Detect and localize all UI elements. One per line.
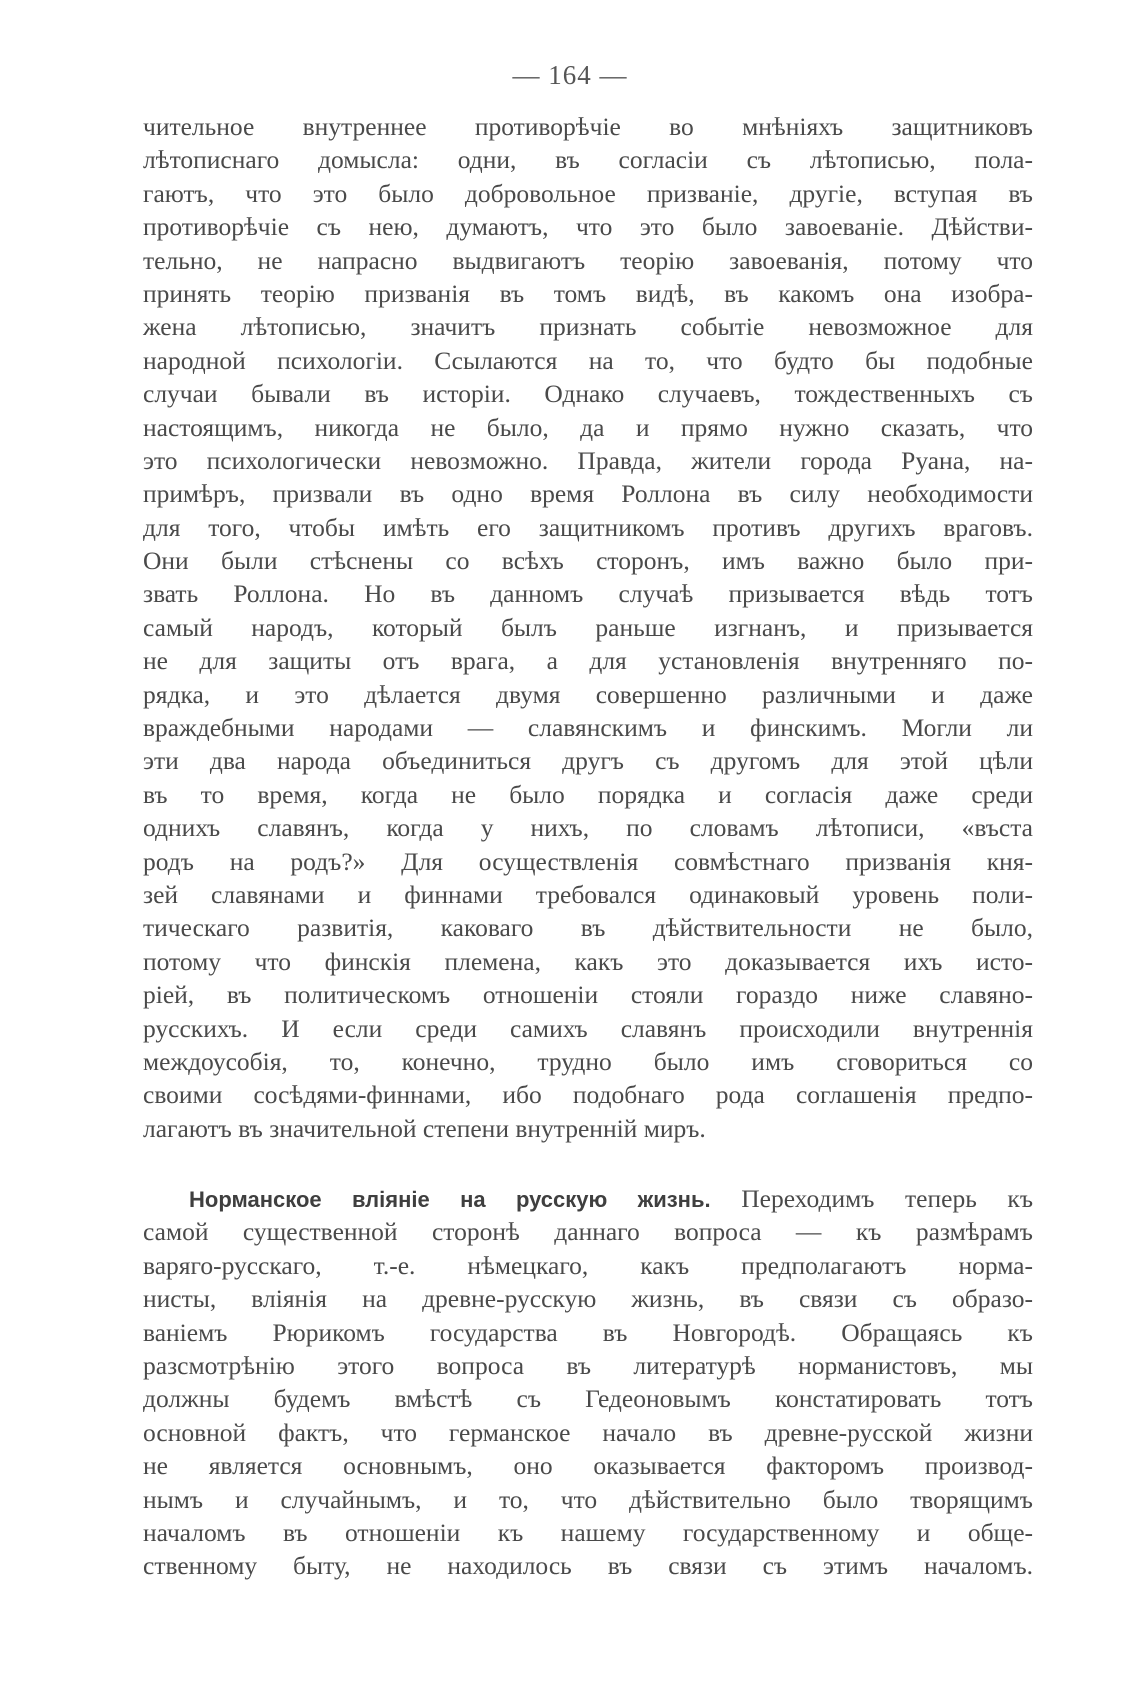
text-line: это психологически невозможно. Правда, жители города Руана, на-	[143, 445, 1033, 475]
section-heading: Норманское вліяніе на русскую жизнь.	[189, 1187, 711, 1212]
text-line: лѣтописнаго домысла: одни, въ согласіи съ лѣтописью, пола-	[143, 145, 1033, 175]
text-line: народной психологіи. Ссылаются на то, что будто бы подобные	[143, 345, 1033, 375]
text-line: своими сосѣдями-финнами, ибо подобнаго рода соглашенія предпо-	[143, 1080, 1033, 1110]
page-number: — 164 —	[512, 60, 628, 90]
text-line: должны будемъ вмѣстѣ съ Гедеоновымъ констатировать тотъ	[143, 1384, 1033, 1414]
text-line: однихъ славянъ, когда у нихъ, по словамъ лѣтописи, «въста	[143, 813, 1033, 843]
text-line: не для защиты отъ врага, а для установленія внутренняго по-	[143, 646, 1033, 676]
text-line: родъ на родъ?» Для осуществленія совмѣстнаго призванія кня-	[143, 846, 1033, 876]
text-line: въ то время, когда не было порядка и согласія даже среди	[143, 779, 1033, 809]
text-line: ваніемъ Рюрикомъ государства въ Новгородѣ. Обращаясь къ	[143, 1317, 1033, 1347]
paragraph-2	[143, 1182, 1033, 1583]
text-line: примѣръ, призвали въ одно время Роллона въ силу необходимости	[143, 479, 1033, 509]
text-line: рядка, и это дѣлается двумя совершенно различными и даже	[143, 679, 1033, 709]
text-line: ріей, въ политическомъ отношеніи стояли гораздо ниже славяно-	[143, 980, 1033, 1010]
text-line: ственному быту, не находилось въ связи съ этимъ началомъ.	[143, 1551, 1033, 1581]
text-line: нисты, вліянія на древне-русскую жизнь, въ связи съ образо-	[143, 1284, 1033, 1314]
text-line: самый народъ, который былъ раньше изгнанъ, и призывается	[143, 612, 1033, 642]
text-line: звать Роллона. Но въ данномъ случаѣ призывается вѣдь тотъ	[143, 579, 1033, 609]
text-line: потому что финскія племена, какъ это доказывается ихъ исто-	[143, 946, 1033, 976]
text-line: зей славянами и финнами требовался одинаковый уровень поли-	[143, 879, 1033, 909]
paragraph-1	[143, 110, 1033, 1145]
text-line: Они были стѣснены со всѣхъ сторонъ, имъ важно было при-	[143, 546, 1033, 576]
text-line: принять теорію призванія въ томъ видѣ, въ какомъ она изобра-	[143, 278, 1033, 308]
text-line: не является основнымъ, оно оказывается факторомъ производ-	[143, 1451, 1033, 1481]
text-line: междоусобія, то, конечно, трудно было имъ сговориться со	[143, 1046, 1033, 1076]
text-line: началомъ въ отношеніи къ нашему государственному и обще-	[143, 1517, 1033, 1547]
text-line-rest: Переходимъ теперь къ	[741, 1184, 1034, 1213]
text-line: нымъ и случайнымъ, и то, что дѣйствительно было творящимъ	[143, 1484, 1033, 1514]
text-line: случаи бывали въ исторіи. Однако случаевъ, тождественныхъ съ	[143, 379, 1033, 409]
text-line: варяго-русскаго, т.-е. нѣмецкаго, какъ предполагаютъ норма-	[143, 1250, 1033, 1280]
paragraph-2-first-line	[143, 1182, 1033, 1215]
text-line: самой существенной сторонѣ даннаго вопроса — къ размѣрамъ	[143, 1217, 1033, 1247]
text-line: настоящимъ, никогда не было, да и прямо нужно сказать, что	[143, 412, 1033, 442]
text-line: враждебными народами — славянскимъ и финскимъ. Могли ли	[143, 713, 1033, 743]
text-line: эти два народа объединиться другъ съ другомъ для этой цѣли	[143, 746, 1033, 776]
text-line: для того, чтобы имѣть его защитникомъ противъ другихъ враговъ.	[143, 512, 1033, 542]
text-line: гаютъ, что это было добровольное призваніе, другіе, вступая въ	[143, 178, 1033, 208]
text-line: разсмотрѣнію этого вопроса въ литературѣ норманистовъ, мы	[143, 1350, 1033, 1380]
text-line: основной фактъ, что германское начало въ древне-русской жизни	[143, 1417, 1033, 1447]
text-line: лагаютъ въ значительной степени внутренній миръ.	[143, 1113, 706, 1143]
text-line: тельно, не напрасно выдвигаютъ теорію завоеванія, потому что	[143, 245, 1033, 275]
text-line: противорѣчіе съ нею, думаютъ, что это было завоеваніе. Дѣйстви-	[143, 212, 1033, 242]
text-line: жена лѣтописью, значитъ признать событіе невозможное для	[143, 312, 1033, 342]
text-line: чительное внутреннее противорѣчіе во мнѣніяхъ защитниковъ	[143, 112, 1033, 141]
text-line: русскихъ. И если среди самихъ славянъ происходили внутреннія	[143, 1013, 1033, 1043]
text-line: тическаго развитія, каковаго въ дѣйствительности не было,	[143, 913, 1033, 943]
